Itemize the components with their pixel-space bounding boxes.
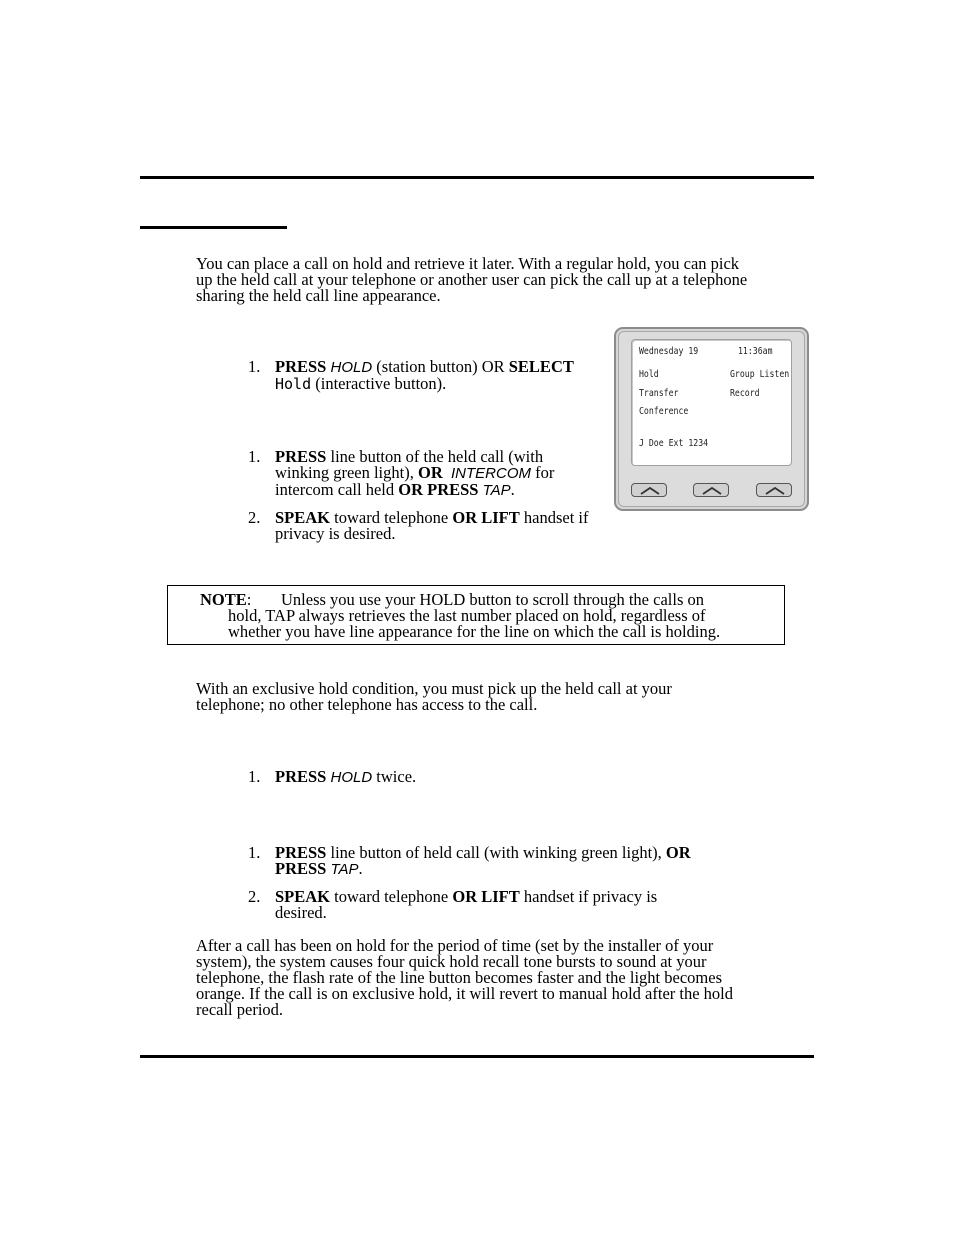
header-rule [140, 176, 814, 179]
exclusive-intro-paragraph: With an exclusive hold condition, you must pick up the held call at your telephone; no other telephone has access to the call. [196, 679, 672, 714]
note-line-3: whether you have line appearance for the line on which the call is holding. [228, 622, 721, 641]
display-time: 11:36am [738, 346, 773, 357]
display-caller: J Doe Ext 1234 [639, 438, 709, 449]
chevron-up-icon [694, 484, 730, 498]
hold-button-label: HOLD [330, 359, 373, 376]
note-line-2: hold, TAP always retrieves the last number placed on hold, regardless of [228, 606, 706, 625]
display-item-hold: Hold [639, 369, 659, 380]
display-item-conference: Conference [639, 406, 689, 417]
display-item-transfer: Transfer [639, 388, 679, 399]
intro-paragraph: You can place a call on hold and retrieve it later. With a regular hold, you can pick up the held call at your telephone or another user can pick the call up at a telephone sharing the held call line appearance. [196, 254, 748, 305]
footer-rule [140, 1055, 814, 1058]
phone-display-illustration [614, 327, 809, 511]
tap-button-label: TAP [482, 482, 511, 499]
display-date: Wednesday 19 [639, 346, 699, 357]
section-title-rule [140, 226, 287, 229]
hold-button-label: HOLD [330, 769, 373, 786]
note-box: NOTE: Unless you use your HOLD button to scroll through the calls on hold, TAP always retrieves the last number placed on hold, regardless of whether you have line appearance for the line on which the call is holding. [167, 585, 785, 645]
hold-interactive-label: Hold [275, 375, 312, 393]
lcd-screen [631, 339, 792, 466]
chevron-up-icon [632, 484, 668, 498]
softkey-left [631, 483, 667, 497]
display-item-record: Record [730, 388, 760, 399]
recall-paragraph: After a call has been on hold for the period of time (set by the installer of your system), the system causes four quick hold recall tone bursts to sound at your telephone, the flash rate of the line button becomes faster and the light becomes orange. If the call is on exclusive hold, it will revert to manual hold after the hold recall period. [196, 936, 734, 1019]
note-line-1: Unless you use your HOLD button to scroll through the calls on [281, 590, 704, 609]
softkey-right [756, 483, 792, 497]
intercom-button-label: INTERCOM [450, 465, 531, 482]
note-label: NOTE [200, 590, 247, 609]
chevron-up-icon [757, 484, 793, 498]
display-item-group-listen: Group Listen [730, 369, 790, 380]
softkey-middle [693, 483, 729, 497]
tap-button-label: TAP [330, 861, 359, 878]
